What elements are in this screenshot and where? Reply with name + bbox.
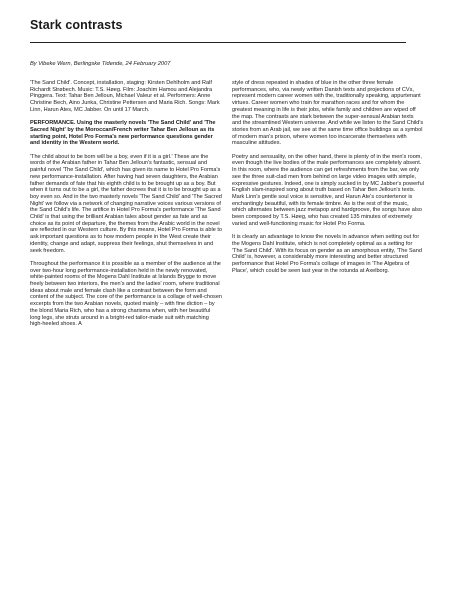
credits-paragraph: 'The Sand Child'. Concept, installation, staging: Kirsten Dehlholm and Ralf Richardt Strøbech. Music: T.S. Høeg. Film: Joachim Hamou and Alejandra Pinggera. Text: Tahar Ben Jelloun, Michael Valeur et al. Performers: Anne Christine Bech, Aino Junka, Christine Pettersen and Maria Rich. Songs: Mark Linn, Harun Ates, MC Jabber. On until 17 March.: [30, 80, 220, 113]
lead-paragraph: PERFORMANCE. Using the masterly novels 'The Sand Child' and 'The Sacred Night' by the Moroccan/French writer Tahar Ben Jelloun as its starting point, Hotel Pro Forma's new performance questions gender and identity in the Western world.: [30, 120, 216, 147]
right-column: [232, 80, 424, 281]
left-column: [30, 80, 222, 335]
body-paragraph: Poetry and sensuality, on the other hand, there is plenty of in the men's room, even though the live bodies of the male performances are completely absent. In this room, where the audience can get refreshments from the bar, we only see the three suit-clad men from behind on large video images with simple, expressive gestures. Indeed, one is simply sucked in by MC Jabber's powerful English slam-inspired song about truth based on Tahar Ben Jelloun's texts. Mark Linn's gentle soul voice is sensitive, and Harun Ate's countertenor is enchantingly beautiful, with its female timbre. As is the rest of the music, which alternates between jazz metapop and hardgroove, the songs have also been composed by T.S. Høeg, who has created 135 minutes of extremely varied and well-functioning music for Hotel Pro Forma.: [232, 153, 424, 227]
body-paragraph: It is clearly an advantage to know the novels in advance when setting out for the Mogens Dahl Institute, which is not completely optimal as a setting for 'The Sand Child'. With its focus on gender as an amorphous entity, 'The Sand Child' is, however, a considerably more interesting and better structured performance that Hotel Pro Forma's collage of images in 'The Algebra of Place', which could be seen last year in the rotunda at Axelborg.: [232, 234, 422, 274]
article-title: Stark contrasts: [30, 18, 123, 32]
body-paragraph: 'The child about to be born will be a boy, even if it is a girl.' These are the words of the Arabian father in Tahar Ben Jelloun's fantastic, sensual and painful novel 'The Sand Child', which has given its name to Hotel Pro Forma's new performance-installation. After having had seven daughters, the Arabian father demands of fate that his eighth child is to be brought up as a boy. But when it turns out to be a girl, the father decrees that it is to be brought up as a boy even so. And in the two masterly novels 'The Sand Child' and 'The Sacred Night' we follow via a network of changing narrative voices various versions of the Sand Child's life. The artifice in Hotel Pro Forma's performance 'The Sand Child' is that using the brilliant Arabian tales about gender as fate and as choice as its point of departure, the themes from the Arabic world in the novel are reflected in our Western culture. By this means, Hotel Pro Forma is able to ask important questions as to how modern people in the West create their identity, change and adapt, suppress their feelings, shut themselves in and seek freedom.: [30, 153, 222, 254]
body-paragraph: style of dress repeated in shades of blue in the other three female performances, who, via newly written Danish texts and projections of CVs, represent modern career women with the, traditionally speaking, appurtenant virtues. Career women who train for marathon races and for whom the greatest meaning in life is their jobs, while family and children are wiped off the map. The contrasts are stark between the super-sensual Arabian texts and the streamlined Western universe. And while we listen to the Sand Child's stories from an Arab jail, we see at the same time office buildings as a symbol of modern man's prison, where women too incarcerate themselves with masculine attitudes.: [232, 80, 424, 147]
body-paragraph: Throughout the performance it is possible as a member of the audience at the over two-hour long performance-installation held in the newly renovated, white-painted rooms of the Mogens Dahl Institute at Islands Brygge to move freely between two interiors, the men's and the ladies' room, where traditional ideas about male and female clash like a contrast between the form and content of the subject. The core of the performance is a collage of well-chosen excerpts from the two Arabian novels, quoted mainly – with fine diction – by the blond Maria Rich, who has a strong charisma when, with her beautiful long legs, she struts around in a bright-red tailor-made suit with matching high-heeled shoes. A: [30, 260, 222, 328]
byline: By Vibeke Wern, Berlingske Tidende, 24 February 2007: [30, 61, 171, 67]
title-divider: [30, 42, 406, 43]
